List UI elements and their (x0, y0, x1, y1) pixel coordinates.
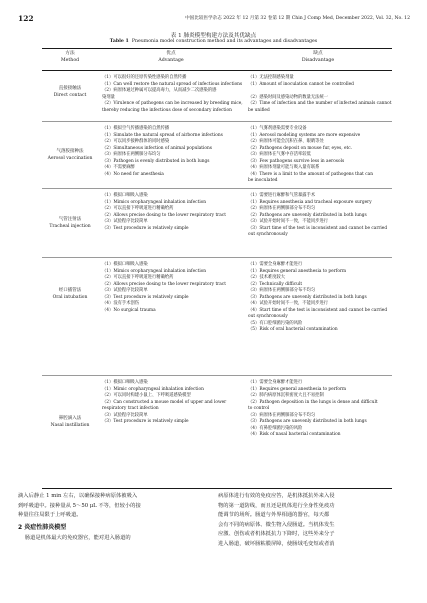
advantage-cell: （1）模拟口咽吸入感染 （1）Mimics oropharyngeal inhalation infection （2）可以直接下呼吸道进行精确给药 （2）Allows precise dosing to the lower respiratory tract （3）试验程序比较简单 （3）Test procedure is relatively simple (102, 193, 226, 231)
body-paragraph-line: 种量往往局限于上呼吸道。 (18, 512, 82, 519)
table-row-oral-intubation (42, 257, 392, 374)
header-disadvantage: 缺点 Disadvantage (301, 51, 335, 63)
body-paragraph-line: 病原体进行有效的免疫应答，是机体抵抗外来入侵 (218, 493, 335, 499)
advantage-cell: （1）可以很好的还原传染性感染的自然传播 （1）Can well restore the natural spread of infectious infections （2）病原体通过种属可以提高毒力，从而减少二次感染的感 染剂量 （2）Virulence of pathogens can be increased by breeding mice, thereby reducing the infectious dose of secondary infection (102, 75, 243, 113)
header-advantage: 优点 Advantage (158, 51, 184, 63)
header-method: 方法 Method (60, 51, 80, 63)
running-header (18, 14, 410, 25)
method-cell: 气管注射法 Tracheal injection (49, 217, 91, 229)
advantage-cell: （1）模拟口咽吸入感染 （1）Mimic oropharyngeal inhalation infection （2）可以同时构建小鼠上、下呼吸道感染模型 （2）Can constructed a mouse model of upper and lower respiratory tract infection （3）试验程序比较简单 （3）Test procedure is relatively simple (102, 380, 227, 424)
method-cell: 经口插管法 Oral intubation (52, 288, 88, 300)
page-number: 122 (18, 14, 34, 23)
disadvantage-cell: （1）需要全身麻醉才能进行 （1）Requires general anesthesia to perform （2）肺内病原体沉积密度大且不易控制 （2）Pathogen deposition in the lungs is dense and difficult to control （3）病原体在两侧肺部分布不均匀 （3）Pathogens are unevenly distributed in both lungs （4）有鼻腔细菌污染的风险 （4）Risk of nasal bacterial contamination (248, 380, 378, 437)
table-caption-cn: 表 1 肺炎模型构建方法及其优缺点 (170, 33, 257, 39)
disadvantage-cell: （1）无法控制感染剂量 （1）Amount of inoculation cannot be controlled （2）感染时间及感染动物的数量无法统一 （2）Time of infection and the number of infected animals cannot be unified (248, 75, 392, 113)
table-row-aerosol (42, 121, 392, 187)
table-row-tracheal-injection (42, 188, 392, 256)
method-cell: 直接接触法 Direct contact (53, 86, 87, 98)
advantage-cell: （1）模拟空气传播感染的自然传播 （1）Simulate the natural spread of airborne infections （2）可以同步接种群体的同时感染 （2）Simultaneous infection of animal populations （3）病原体在两侧肺分布均匀 （3）Pathogen is evenly distributed in both lungs （4）不需要麻醉 （4）No need for anesthesia (102, 126, 223, 177)
table-row-nasal-instillation (42, 375, 392, 487)
table-row-direct-contact (42, 71, 392, 120)
method-cell: 气溶胶接种法 Aerosol vaccination (47, 149, 93, 161)
advantage-cell: （1）模拟口咽吸入感染 （1）Mimics oropharyngeal inhalation infection （2）可以直接下呼吸道进行精确给药 （2）Allows precise dosing to the lower respiratory tract （3）试验程序比较简单 （3）Test procedure is relatively simple （4）没有手术创伤 （4）No surgical trauma (102, 262, 226, 313)
method-cell: 鼻腔滴入法 Nasal instillation (50, 416, 90, 428)
disadvantage-cell: （1）气雾剂感染需要专业设备 （1）Aerosol modeling systems are more expensive （2）病原体可能会沉积在鼻、眼睛等处 （2）Pathogens deposit on mouse fur, eyes, etc. （3）病原体在气雾中存活率较低 （3）Few pathogens survive less in aerosols （4）病原体剂量可能与吸入量有联系 （4）There is a limit to the amount of pathogens that can be inoculated (248, 126, 374, 183)
body-paragraph-line: 滴入后静止 1 min 左右，以确保接种病原体被吸入 (18, 493, 138, 499)
table-top-rule (42, 48, 392, 49)
body-right-column (218, 492, 412, 550)
table-bottom-rule (42, 488, 392, 489)
journal-citation: 中国比较医学杂志 2022 年 12 月第 32 卷第 12 期 Chin J Comp Med, December 2022, Vol. 32, No. 12 (185, 16, 410, 21)
body-paragraph-line: 会有不同的病原体、微生物入侵肠道。当机体发生 (218, 521, 335, 528)
table-caption-en (0, 39, 427, 44)
body-left-column (18, 492, 207, 544)
table-caption-text: Pneumonia model construction method and its advantages and disadvantages (131, 39, 318, 44)
body-paragraph-line: 物的第一道防线，而且还是机体进行全身性免疫功 (218, 502, 335, 509)
body-paragraph-line: 到呼吸道中。接种量从 5～50 μL 不等，但较小的接 (18, 502, 141, 509)
section-heading: 2 炎症性肺炎模型 (18, 523, 67, 531)
table-caption-label: Table 1 (109, 39, 129, 44)
disadvantage-cell: （1）需要进行麻醉和气管暴露手术 （1）Requires anesthesia and tracheal exposure surgery （2）病原体在两侧肺部分布不均匀 （2）Pathogens are unevenly distributed in both lungs （3）试验开始时间不一致，不能同步进行 （3）Start time of the test is inconsistent and cannot be carried out synchronously (248, 193, 388, 237)
body-paragraph-line: 应激、创伤或者机体抵抗力下降时，这些外来分子 (218, 531, 335, 538)
body-paragraph-line: 肠道是机体最大的免疫器官，能对进入肠道的 (18, 535, 131, 542)
body-paragraph-line: 进入肠道，破坏肠粘膜屏障，使肠绒毛变短或者消 (218, 540, 335, 547)
body-paragraph-line: 能调节的场所。肠道与外界相通的器官，每天都 (218, 512, 330, 519)
disadvantage-cell: （1）需要全身麻醉才能进行 （1）Requires general anesthesia to perform （2）技术难度较大 （2）Technically difficult （3）病原体在两侧肺部分布不均匀 （3）Pathogens are unevenly distributed in both lungs （4）试验开始时间不一致，不能同步进行 （4）Start time of the test is inconsistent and cannot be carried out synchronously （5）有口腔细菌污染的风险 （5）Risk of oral bacterial contamination (248, 262, 388, 332)
